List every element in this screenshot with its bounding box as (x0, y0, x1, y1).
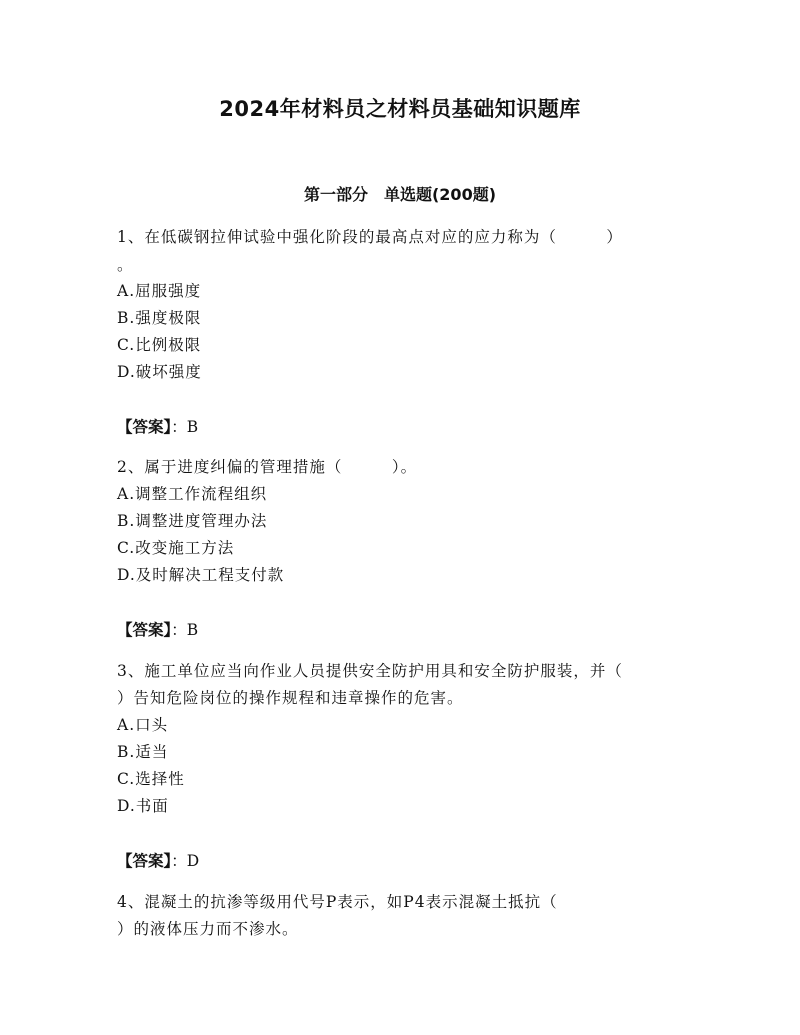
question-2-stem-line-1: 2、属于进度纠偏的管理措施（ ）。 (117, 458, 418, 476)
question-1-option-a: A.屈服强度 (117, 282, 202, 300)
question-3-stem-line-2: ）告知危险岗位的操作规程和违章操作的危害。 (117, 689, 464, 707)
answer-label: 【答案】 (117, 621, 172, 639)
question-1-option-d: D.破坏强度 (117, 363, 202, 381)
question-1-option-c: C.比例极限 (117, 336, 202, 354)
question-3-answer (117, 850, 199, 872)
question-2-option-d: D.及时解决工程支付款 (117, 566, 285, 584)
question-3-option-d: D.书面 (117, 797, 169, 815)
question-3-option-c: C.选择性 (117, 770, 185, 788)
question-2-option-b: B.调整进度管理办法 (117, 512, 268, 530)
question-2-option-c: C.改变施工方法 (117, 539, 235, 557)
answer-value: ：B (171, 418, 199, 436)
section-title: 第一部分 单选题(200题) (303, 185, 497, 204)
question-4-stem-line-1: 4、混凝土的抗渗等级用代号P表示，如P4表示混凝土抵抗（ (117, 893, 558, 911)
question-2-option-a: A.调整工作流程组织 (117, 485, 268, 503)
question-1-stem-line-1: 1、在低碳钢拉伸试验中强化阶段的最高点对应的应力称为（ ） (117, 228, 623, 246)
question-4-stem-line-2: ）的液体压力而不渗水。 (117, 920, 299, 938)
answer-label: 【答案】 (117, 852, 172, 870)
question-3-stem-line-1: 3、施工单位应当向作业人员提供安全防护用具和安全防护服装，并（ (117, 662, 623, 680)
question-1-stem-line-2: 。 (117, 256, 134, 274)
question-3-option-b: B.适当 (117, 743, 169, 761)
question-1-answer (117, 416, 198, 438)
question-1-option-b: B.强度极限 (117, 309, 202, 327)
question-3-option-a: A.口头 (117, 716, 169, 734)
answer-value: ：D (171, 852, 200, 870)
answer-label: 【答案】 (117, 418, 172, 436)
document-title: 2024年材料员之材料员基础知识题库 (219, 97, 581, 121)
question-2-answer (117, 619, 198, 641)
answer-value: ：B (171, 621, 199, 639)
